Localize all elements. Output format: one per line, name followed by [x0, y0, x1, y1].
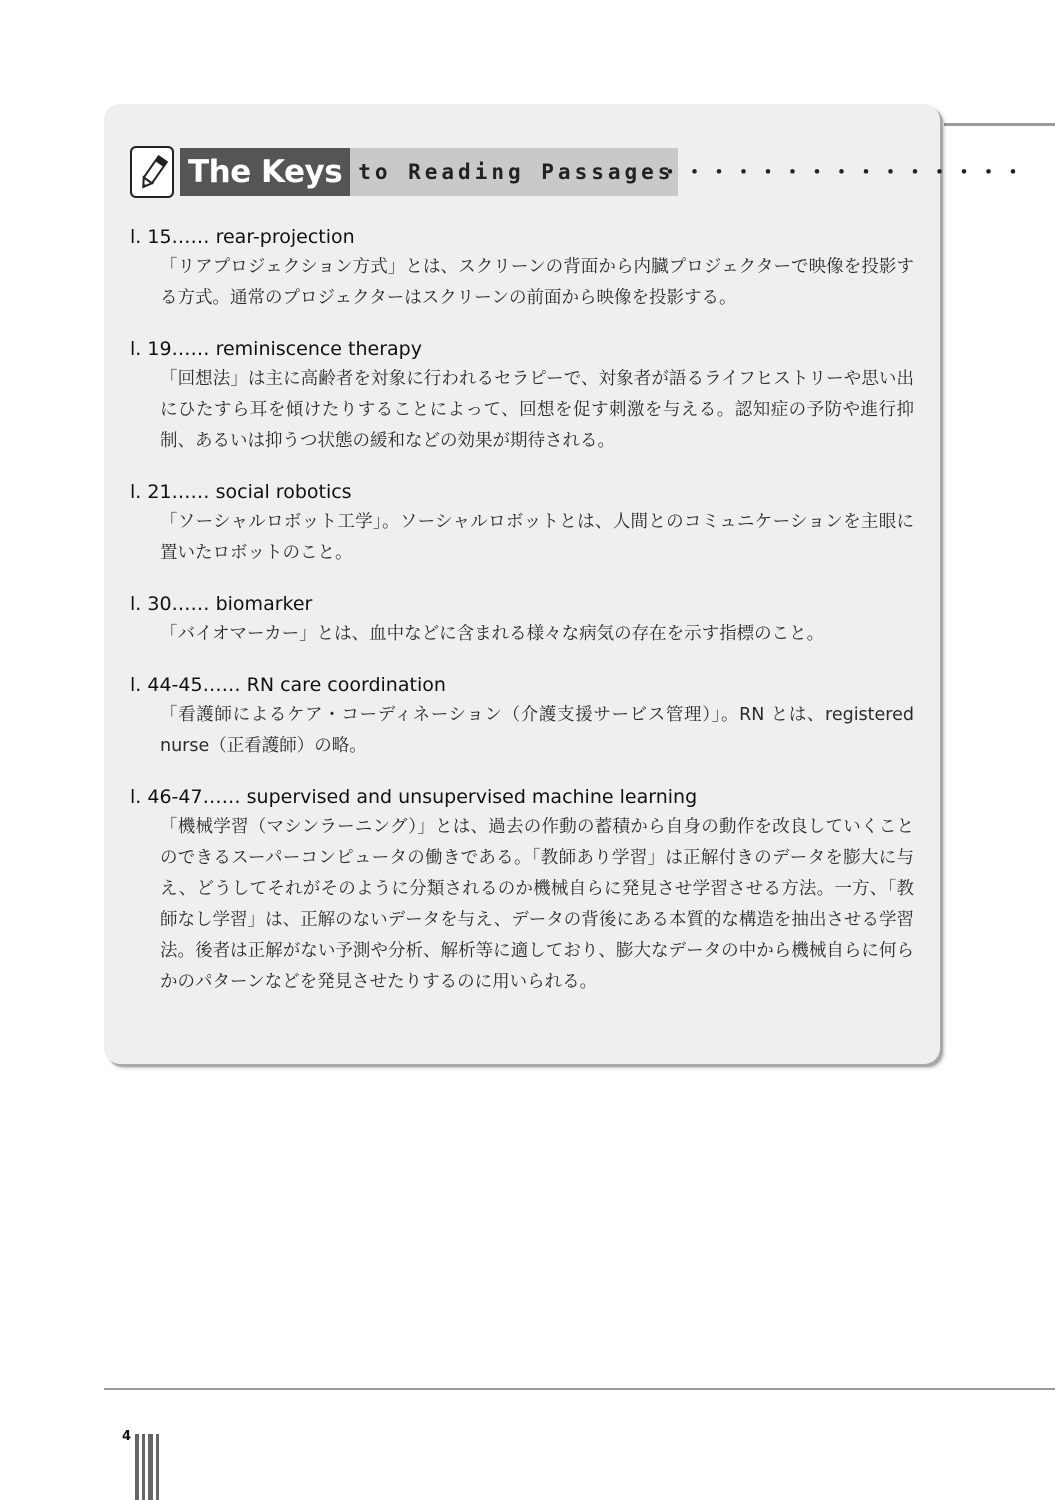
leader-dots: …… — [171, 593, 210, 615]
leader-dots: …… — [202, 786, 241, 808]
entry-item — [130, 591, 914, 650]
page-edge-bars — [135, 1434, 159, 1500]
entry-item — [130, 224, 914, 314]
line-ref: l. 44-45 — [130, 674, 203, 696]
line-ref: l. 19 — [130, 338, 172, 360]
title-rest: to Reading Passages — [350, 148, 678, 196]
entry-item — [130, 336, 914, 457]
pencil-icon — [130, 146, 174, 198]
entry-term — [130, 336, 914, 362]
top-right-rule — [944, 123, 1055, 126]
line-ref: l. 15 — [130, 226, 172, 248]
entry-description: 「看護師によるケア・コーディネーション（介護支援サービス管理）」。RN とは、registered nurse（正看護師）の略。 — [160, 705, 914, 756]
term-text: social robotics — [215, 481, 352, 503]
leader-dots: …… — [202, 674, 241, 696]
title-keys: The Keys — [180, 148, 350, 196]
leader-dots: …… — [171, 226, 210, 248]
entry-term — [130, 479, 914, 505]
term-text: reminiscence therapy — [215, 338, 422, 360]
entry-description: 「回想法」は主に高齢者を対象に行われるセラピーで、対象者が語るライフヒストリーや思い出にひたすら耳を傾けたりすることによって、回想を促す刺激を与える。認知症の予防や進行抑制、あるいは抑うつ状態の緩和などの効果が期待される。 — [160, 369, 914, 451]
entry-list — [130, 224, 914, 1020]
term-text: rear-projection — [215, 226, 355, 248]
entry-item — [130, 784, 914, 998]
footer-rule — [104, 1388, 1055, 1390]
entry-description: 「ソーシャルロボット工学」。ソーシャルロボットとは、人間とのコミュニケーションを主眼に置いたロボットのこと。 — [160, 512, 914, 563]
entry-item — [130, 672, 914, 762]
keys-panel — [104, 104, 1028, 1064]
line-ref: l. 46-47 — [130, 786, 203, 808]
term-text: biomarker — [215, 593, 313, 615]
section-header — [130, 146, 1028, 198]
term-text: RN care coordination — [246, 674, 446, 696]
entry-description: 「バイオマーカー」とは、血中などに含まれる様々な病気の存在を示す指標のこと。 — [160, 624, 825, 644]
entry-term — [130, 224, 914, 250]
entry-description: 「リアプロジェクション方式」とは、スクリーンの背面から内臓プロジェクターで映像を投影する方式。通常のプロジェクターはスクリーンの前面から映像を投影する。 — [160, 257, 914, 308]
term-text: supervised and unsupervised machine learning — [246, 786, 698, 808]
entry-term — [130, 591, 914, 617]
leader-dots: …… — [171, 338, 210, 360]
entry-term — [130, 784, 914, 810]
leader-dots: …… — [171, 481, 210, 503]
section-title — [180, 148, 678, 196]
line-ref: l. 30 — [130, 593, 172, 615]
title-dot-leader: ・・・・・・・・・・・・・・・ — [660, 160, 1028, 184]
entry-item — [130, 479, 914, 569]
page-number: 4 — [122, 1429, 132, 1444]
line-ref: l. 21 — [130, 481, 172, 503]
entry-description: 「機械学習（マシンラーニング）」とは、過去の作動の蓄積から自身の動作を改良していくことのできるスーパーコンピュータの働きである。「教師あり学習」は正解付きのデータを膨大に与え、どうしてそれがそのように分類されるのか機械自らに発見させ学習させる方法。一方、「教師なし学習」は、正解のないデータを与え、データの背後にある本質的な構造を抽出させる学習法。後者は正解がない予測や分析、解析等に適しており、膨大なデータの中から機械自らに何らかのパターンなどを発見させたりするのに用いられる。 — [160, 817, 914, 992]
entry-term — [130, 672, 914, 698]
